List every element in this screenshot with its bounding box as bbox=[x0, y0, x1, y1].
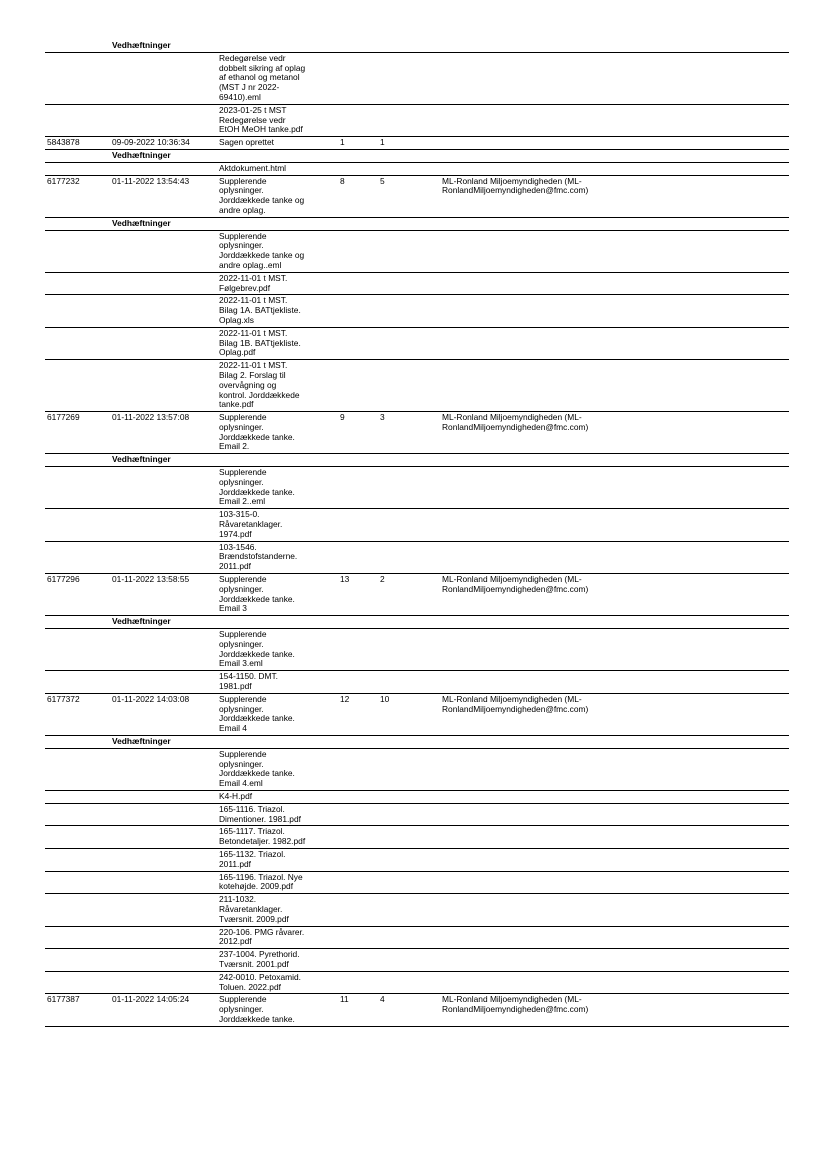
spacer bbox=[112, 671, 219, 693]
attachment-row bbox=[45, 360, 789, 412]
attachment-filename: Supplerende oplysninger. Jorddækkede tanke. Email 2..eml bbox=[219, 467, 295, 507]
doc-date: 01-11-2022 14:03:08 bbox=[112, 693, 190, 704]
doc-sender: ML-Ronland Miljoemyndigheden (ML- RonlandMiljoemyndigheden@fmc.com) bbox=[442, 693, 589, 714]
attachment-row bbox=[45, 927, 789, 950]
attachment-filename: K4-H.pdf bbox=[219, 790, 253, 801]
doc-date: 01-11-2022 13:54:43 bbox=[112, 175, 190, 186]
doc-count-2: 4 bbox=[380, 994, 385, 1005]
doc-title: Supplerende oplysninger. Jorddækkede tanke. Email 2. bbox=[219, 412, 295, 452]
attachment-filename: 165-1117. Triazol. Betondetaljer. 1982.pdf bbox=[219, 826, 306, 847]
spacer bbox=[112, 295, 219, 326]
spacer bbox=[112, 231, 219, 272]
attachment-filename: 242-0010. Petoxamid. Toluen. 2022.pdf bbox=[219, 971, 301, 992]
attachments-header-row bbox=[45, 616, 789, 629]
doc-count-2: 3 bbox=[380, 412, 385, 423]
doc-title: Sagen oprettet bbox=[219, 137, 274, 148]
spacer bbox=[45, 509, 112, 540]
spacer bbox=[45, 927, 112, 949]
spacer bbox=[112, 972, 219, 994]
doc-id: 6177232 bbox=[47, 175, 80, 186]
doc-count-2: 1 bbox=[380, 137, 385, 148]
attachment-row bbox=[45, 231, 789, 273]
spacer bbox=[45, 328, 112, 359]
attachment-row bbox=[45, 972, 789, 995]
spacer bbox=[45, 872, 112, 894]
spacer bbox=[45, 629, 112, 670]
doc-title: Supplerende oplysninger. Jorddækkede tanke. bbox=[219, 994, 295, 1024]
spacer bbox=[45, 849, 112, 871]
attachments-label: Vedhæftninger bbox=[112, 454, 171, 465]
attachment-row bbox=[45, 791, 789, 804]
attachment-row bbox=[45, 509, 789, 541]
doc-count-1: 9 bbox=[340, 412, 345, 423]
attachment-filename: 2022-11-01 t MST. Bilag 1B. BATtjekliste. Oplag.pdf bbox=[219, 327, 301, 358]
doc-id: 6177269 bbox=[47, 412, 80, 423]
attachments-header-row bbox=[45, 736, 789, 749]
attachment-row bbox=[45, 53, 789, 105]
spacer bbox=[45, 53, 112, 104]
spacer bbox=[112, 467, 219, 508]
attachment-filename: 2022-11-01 t MST. Bilag 2. Forslag til overvågning og kontrol. Jorddækkede tanke.pdf bbox=[219, 360, 300, 410]
attachment-row bbox=[45, 105, 789, 137]
document-row bbox=[45, 574, 789, 616]
spacer bbox=[112, 360, 219, 411]
spacer bbox=[112, 791, 219, 803]
doc-date: 01-11-2022 14:05:24 bbox=[112, 994, 190, 1005]
spacer bbox=[112, 849, 219, 871]
attachments-header-row bbox=[45, 218, 789, 231]
attachment-row bbox=[45, 542, 789, 574]
spacer bbox=[45, 218, 112, 230]
doc-sender: ML-Ronland Miljoemyndigheden (ML- RonlandMiljoemyndigheden@fmc.com) bbox=[442, 412, 589, 432]
attachment-filename: Aktdokument.html bbox=[219, 162, 287, 173]
spacer bbox=[45, 105, 112, 136]
spacer bbox=[45, 542, 112, 573]
doc-count-1: 8 bbox=[340, 175, 345, 186]
document-row bbox=[45, 412, 789, 454]
spacer bbox=[112, 949, 219, 971]
spacer bbox=[112, 894, 219, 925]
attachment-row bbox=[45, 894, 789, 926]
doc-sender bbox=[442, 137, 789, 149]
spacer bbox=[45, 40, 112, 52]
attachment-filename: 103-1546. Brændstofstanderne. 2011.pdf bbox=[219, 541, 298, 572]
spacer bbox=[45, 749, 112, 790]
spacer bbox=[45, 791, 112, 803]
attachment-filename: 165-1116. Triazol. Dimentioner. 1981.pdf bbox=[219, 803, 301, 824]
attachment-row bbox=[45, 749, 789, 791]
attachments-header-row bbox=[45, 454, 789, 467]
doc-count-1: 12 bbox=[340, 693, 350, 704]
doc-count-2: 10 bbox=[380, 693, 390, 704]
spacer bbox=[45, 231, 112, 272]
document-table bbox=[45, 40, 789, 1027]
spacer bbox=[112, 804, 219, 826]
spacer bbox=[45, 949, 112, 971]
spacer bbox=[112, 826, 219, 848]
attachments-label: Vedhæftninger bbox=[112, 736, 171, 746]
doc-title: Supplerende oplysninger. Jorddækkede tanke og andre oplag. bbox=[219, 175, 305, 215]
spacer bbox=[45, 972, 112, 994]
spacer bbox=[45, 273, 112, 295]
attachments-header-row bbox=[45, 40, 789, 53]
attachment-row bbox=[45, 872, 789, 895]
attachments-label: Vedhæftninger bbox=[112, 217, 171, 228]
doc-title: Supplerende oplysninger. Jorddækkede tanke. Email 4 bbox=[219, 693, 295, 734]
doc-title: Supplerende oplysninger. Jorddækkede tanke. Email 3 bbox=[219, 574, 295, 614]
document-row bbox=[45, 137, 789, 150]
spacer bbox=[112, 629, 219, 670]
doc-id: 6177387 bbox=[47, 994, 80, 1005]
attachment-filename: 103-315-0. Råvaretanklager. 1974.pdf bbox=[219, 509, 283, 539]
attachment-row bbox=[45, 467, 789, 509]
spacer bbox=[45, 671, 112, 693]
attachment-filename: 2023-01-25 t MST Redegørelse vedr EtOH MeOH tanke.pdf bbox=[219, 104, 303, 135]
doc-id: 5843878 bbox=[47, 137, 80, 148]
spacer bbox=[45, 616, 112, 628]
spacer bbox=[112, 749, 219, 790]
attachment-row bbox=[45, 849, 789, 872]
spacer bbox=[45, 467, 112, 508]
doc-count-1: 1 bbox=[340, 137, 345, 148]
attachment-filename: 220-106. PMG råvarer. 2012.pdf bbox=[219, 926, 305, 947]
attachment-row bbox=[45, 328, 789, 360]
spacer bbox=[45, 454, 112, 466]
spacer bbox=[45, 295, 112, 326]
attachment-filename: 2022-11-01 t MST. Følgebrev.pdf bbox=[219, 272, 288, 293]
doc-id: 6177372 bbox=[47, 693, 80, 704]
doc-count-2: 2 bbox=[380, 574, 385, 585]
spacer bbox=[45, 804, 112, 826]
spacer bbox=[112, 872, 219, 894]
attachment-row bbox=[45, 163, 789, 176]
spacer bbox=[45, 894, 112, 925]
attachment-row bbox=[45, 671, 789, 694]
doc-count-1: 13 bbox=[340, 574, 350, 585]
attachment-filename: Supplerende oplysninger. Jorddækkede tanke. Email 4.eml bbox=[219, 748, 295, 789]
doc-sender: ML-Ronland Miljoemyndigheden (ML- RonlandMiljoemyndigheden@fmc.com) bbox=[442, 175, 589, 196]
spacer bbox=[112, 53, 219, 104]
attachment-filename: 211-1032. Råvaretanklager. Tværsnit. 2009.pdf bbox=[219, 894, 289, 924]
spacer bbox=[112, 163, 219, 175]
attachment-row bbox=[45, 826, 789, 849]
attachment-row bbox=[45, 273, 789, 296]
spacer bbox=[112, 542, 219, 573]
document-row bbox=[45, 994, 789, 1026]
spacer bbox=[45, 150, 112, 162]
spacer bbox=[112, 273, 219, 295]
doc-count-2: 5 bbox=[380, 175, 385, 186]
attachment-row bbox=[45, 804, 789, 827]
attachment-row bbox=[45, 629, 789, 671]
attachment-filename: Redegørelse vedr dobbelt sikring af oplag af ethanol og metanol (MST J nr 2022- 69410).eml bbox=[219, 52, 306, 102]
attachments-label: Vedhæftninger bbox=[112, 149, 171, 160]
spacer bbox=[45, 163, 112, 175]
doc-count-1: 11 bbox=[340, 994, 349, 1005]
attachments-header-row bbox=[45, 150, 789, 163]
attachment-filename: Supplerende oplysninger. Jorddækkede tanke. Email 3.eml bbox=[219, 629, 295, 669]
spacer bbox=[112, 509, 219, 540]
doc-date: 01-11-2022 13:57:08 bbox=[112, 412, 190, 423]
attachment-row bbox=[45, 295, 789, 327]
doc-date: 09-09-2022 10:36:34 bbox=[112, 137, 190, 148]
spacer bbox=[45, 736, 112, 748]
doc-date: 01-11-2022 13:58:55 bbox=[112, 574, 190, 585]
doc-id: 6177296 bbox=[47, 574, 80, 585]
spacer bbox=[112, 927, 219, 949]
spacer bbox=[112, 328, 219, 359]
attachment-filename: 237-1004. Pyrethorid. Tværsnit. 2001.pdf bbox=[219, 949, 300, 969]
spacer bbox=[45, 360, 112, 411]
attachment-filename: 154-1150. DMT. 1981.pdf bbox=[219, 671, 278, 692]
attachment-filename: 2022-11-01 t MST. Bilag 1A. BATtjekliste. Oplag.xls bbox=[219, 295, 301, 325]
attachment-filename: 165-1196. Triazol. Nye kotehøjde. 2009.pdf bbox=[219, 871, 303, 892]
document-row bbox=[45, 694, 789, 736]
attachment-filename: 165-1132. Triazol. 2011.pdf bbox=[219, 848, 286, 869]
attachments-label: Vedhæftninger bbox=[112, 616, 171, 627]
spacer bbox=[45, 826, 112, 848]
document-row bbox=[45, 176, 789, 218]
doc-sender: ML-Ronland Miljoemyndigheden (ML- RonlandMiljoemyndigheden@fmc.com) bbox=[442, 994, 589, 1015]
spacer bbox=[112, 105, 219, 136]
doc-sender: ML-Ronland Miljoemyndigheden (ML- RonlandMiljoemyndigheden@fmc.com) bbox=[442, 574, 589, 594]
attachment-row bbox=[45, 949, 789, 972]
attachments-label: Vedhæftninger bbox=[112, 40, 171, 50]
attachment-filename: Supplerende oplysninger. Jorddækkede tanke og andre oplag..eml bbox=[219, 230, 305, 270]
